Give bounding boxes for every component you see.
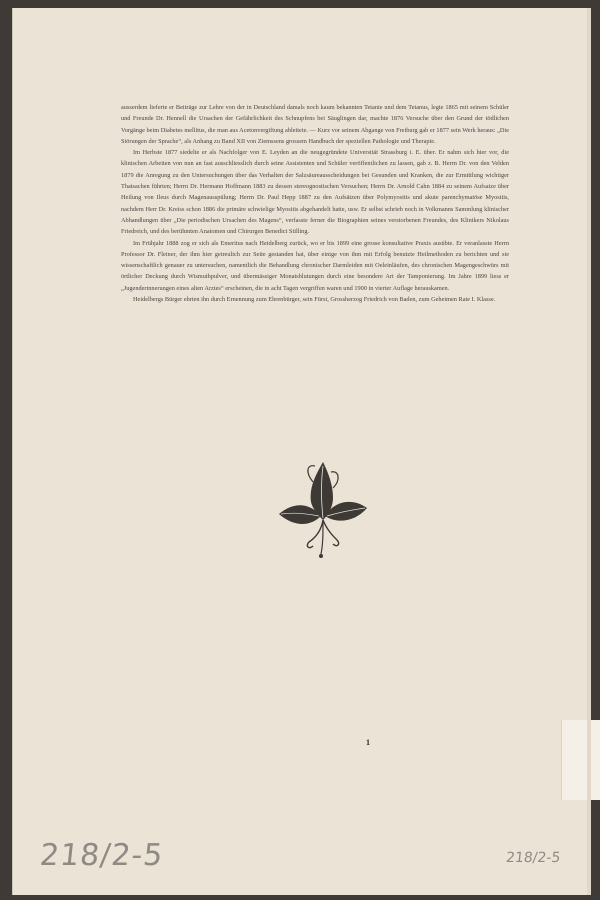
paragraph: Im Herbste 1877 siedelte er als Nachfolger von E. Leyden an die neugegründete Universität Strassburg i. E. über. Er nahm sich hier vor, die klinischen Arbeiten von nun an fast ausschliesslich durch seine Assistenten und Schüler veröffentlichen zu lassen, gab z. B. Herrn Dr. von den Velden 1879 die Anregung zu den Untersuchungen über das Verhalten der Salzsäureausscheidungen bei Gesunden und Kranken, die zur Ermittlung wichtiger Thatsachen führten; Herrn Dr. Hermann Hoffmann 1883 zu dessen stereognostischen Versuchen; Herrn Dr. Arnold Cahn 1884 zu seinem Aufsatze über Heilung von Ileus durch Magenausspülung; Herrn Dr. Paul Hepp 1887 zu den Aufsätzen über Polymyositis und akute parenchymatöse Myositis, nachdem Herr Dr. Kreiss schon 1886 die primäre schwielige Myositis abgehandelt hatte, usw. Er selbst schrieb noch in Volkmanns Sammlung klinischer Abhandlungen über „Die periodischen Ursachen des Magens“, verfasste ferner die Biographien seines verstorbenen Freundes, des Klinikers Nikolaus Friedreich, und des berühmten Anatomen und Chirurgen Benedict Stilling.	[121, 149, 509, 236]
leaf-fleuron-icon	[275, 458, 371, 568]
body-text	[121, 102, 509, 305]
paper-patch	[561, 720, 600, 800]
page-number: 1	[366, 738, 370, 747]
paragraph: ausserdem lieferte er Beiträge zur Lehre von der in Deutschland damals noch kaum bekannten Tetanie und dem Tetanus, legte 1865 mit seinem Schüler und Freunde Dr. Hennell die Ursachen der Gefährlichkeit des Schnupfens bei Säuglingen dar, machte 1876 Versuche über den Grund der tödlichen Vorgänge beim Diabetes mellitus, die man aus Acetonvergiftung ableitete. — Kurz vor seinem Abgange von Freiburg gab er 1877 sein Werk heraus: „Die Störungen der Sprache“, als Anhang zu Band XII von Ziemssens grossem Handbuch der speziellen Pathologie und Therapie.	[121, 104, 509, 145]
paragraph: Im Frühjahr 1888 zog er sich als Emeritus nach Heidelberg zurück, wo er bis 1899 eine grosse konsultative Praxis ausübte. Er veranlasste Herrn Professor Dr. Fleiner, der ihm hier getreulich zur Seite gestanden hat, über einige von ihm mit Erfolg benutzte Heilmethoden zu berichten und sie wissenschaftlich genauer zu untersuchen, namentlich die Behandlung chronischer Darmleiden mit Oeleinläufen, des chronischen Magengeschwürs mit örtlicher Deckung durch Wismuthpulver, und übermässiger Monatsblutungen durch eine besondere Art der Tamponierung. Im Jahre 1899 liess er „Jugenderinnerungen eines alten Arztes“ erscheinen, die in acht Tagen vergriffen waren und 1900 in vierter Auflage herauskamen.	[121, 239, 509, 292]
pencil-annotation: 218/2-5	[505, 850, 562, 866]
paragraph: Heidelbergs Bürger ehrten ihn durch Ernennung zum Ehrenbürger, sein Fürst, Grossherzog Friedrich von Baden, zum Geheimen Rate I. Klasse.	[133, 296, 496, 304]
pencil-annotation: 218/2-5	[38, 838, 166, 873]
document-page	[12, 8, 591, 895]
